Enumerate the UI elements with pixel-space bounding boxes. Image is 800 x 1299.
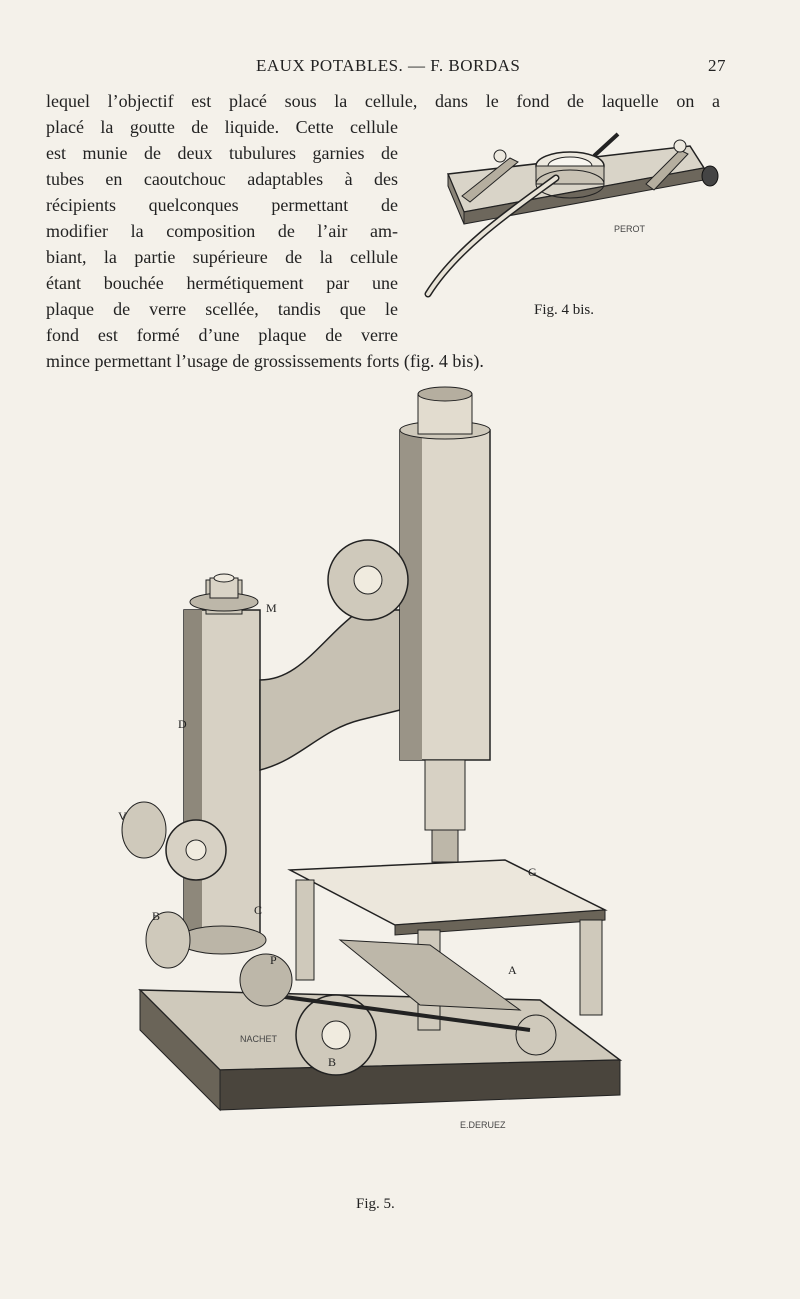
- text-line: tubes en caoutchouc adaptables à des: [46, 169, 398, 189]
- label-a: A: [508, 963, 517, 977]
- body-tube: [400, 387, 490, 760]
- arm: [260, 610, 400, 770]
- figure-4-bis-caption: Fig. 4 bis.: [534, 302, 595, 318]
- label-g: G: [528, 865, 537, 879]
- label-b-bottom: B: [328, 1055, 337, 1069]
- text-line: est munie de deux tubulures garnies de: [46, 143, 398, 163]
- text-line: récipients quelconques permettant de: [46, 195, 398, 215]
- label-p: P: [270, 953, 277, 967]
- page-number: 27: [708, 56, 726, 75]
- fig4-engraver-signature: PEROT: [614, 224, 646, 234]
- pinion-wheel: [240, 954, 292, 1006]
- coarse-focus-knob: [328, 540, 408, 620]
- maker-plate: NACHET: [240, 1034, 278, 1044]
- objective: [425, 760, 465, 862]
- text-line: biant, la partie supérieure de la cellule: [46, 247, 398, 267]
- text-line: étant bouchée hermétiquement par une: [46, 273, 398, 293]
- label-m: M: [266, 601, 277, 615]
- label-d: D: [178, 717, 187, 731]
- label-b-left: B: [152, 909, 161, 923]
- running-header: [46, 56, 726, 80]
- upper-tubulure: [594, 134, 618, 156]
- text-line: plaque de verre scellée, tandis que le: [46, 299, 398, 319]
- text-line: lequel l’objectif est placé sous la cellule, dans le fond de laquelle on a: [46, 91, 720, 111]
- fine-focus-head: [190, 574, 258, 611]
- text-line: fond est formé d’une plaque de verre: [46, 325, 398, 345]
- text-line: mince permettant l’usage de grossissements forts (fig. 4 bis).: [46, 351, 484, 371]
- text-line: modifier la composition de l’air am-: [46, 221, 398, 241]
- running-title: EAUX POTABLES. — F. BORDAS: [256, 56, 521, 75]
- adjustment-screw: [702, 166, 718, 186]
- figure-4-bis-illustration: [418, 126, 724, 316]
- label-v: V: [118, 809, 127, 823]
- label-c: C: [254, 903, 263, 917]
- text-line: placé la goutte de liquide. Cette cellule: [46, 117, 398, 137]
- fig5-engraver-signature: E.DERUEZ: [460, 1120, 506, 1130]
- figure-5-caption: Fig. 5.: [356, 1196, 395, 1212]
- figure-5-microscope-illustration: [100, 380, 680, 1180]
- left-pillar: [178, 580, 266, 954]
